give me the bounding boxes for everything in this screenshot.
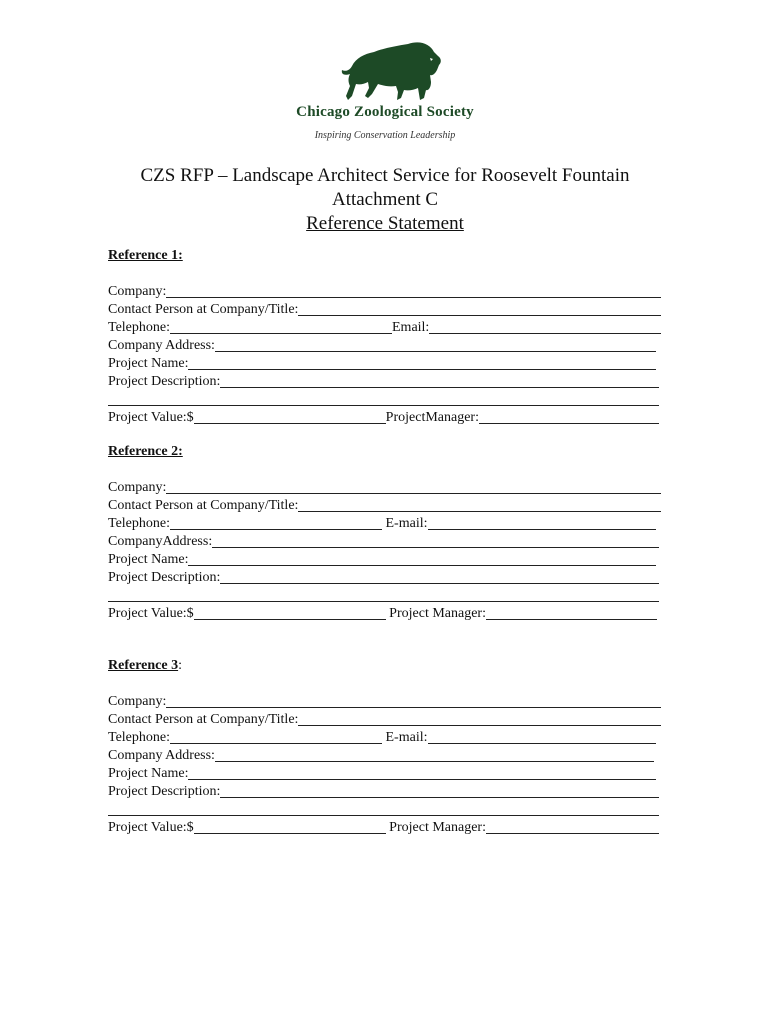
reference-3-description-row bbox=[108, 783, 659, 800]
company-field[interactable] bbox=[166, 480, 661, 494]
email-field[interactable] bbox=[429, 320, 661, 334]
project-name-label: Project Name: bbox=[108, 356, 189, 371]
reference-3-company-row bbox=[108, 693, 661, 710]
reference-1-heading: Reference 1: bbox=[108, 248, 183, 263]
reference-1-description-row bbox=[108, 373, 659, 390]
reference-3-heading-colon: : bbox=[178, 658, 182, 673]
company-label: Company: bbox=[108, 694, 167, 709]
reference-2-project-name-row bbox=[108, 551, 656, 568]
email-label: E-mail: bbox=[385, 730, 428, 745]
reference-statement-title: Reference Statement bbox=[306, 213, 464, 234]
project-manager-field[interactable] bbox=[486, 820, 659, 834]
reference-3-description-line2 bbox=[108, 801, 659, 818]
company-field[interactable] bbox=[166, 284, 661, 298]
reference-2-contact-row bbox=[108, 497, 661, 514]
address-label: Company Address: bbox=[108, 748, 215, 763]
company-label: Company: bbox=[108, 480, 167, 495]
attachment-label: Attachment C bbox=[331, 189, 439, 210]
reference-1-contact-row bbox=[108, 301, 661, 318]
telephone-field[interactable] bbox=[170, 320, 392, 334]
reference-1-telephone-row bbox=[108, 319, 661, 336]
description-label: Project Description: bbox=[108, 784, 221, 799]
company-field[interactable] bbox=[166, 694, 661, 708]
reference-1-description-line2 bbox=[108, 391, 659, 408]
address-label: CompanyAddress: bbox=[108, 534, 213, 549]
contact-field[interactable] bbox=[298, 498, 661, 512]
description-field[interactable] bbox=[220, 570, 659, 584]
org-tagline: Inspiring Conservation Leadership bbox=[314, 130, 456, 141]
project-manager-field[interactable] bbox=[486, 606, 657, 620]
org-name: Chicago Zoological Society bbox=[296, 104, 474, 120]
project-name-field[interactable] bbox=[188, 356, 656, 370]
telephone-field[interactable] bbox=[170, 516, 382, 530]
description-field-line2[interactable] bbox=[108, 802, 659, 816]
project-value-field[interactable] bbox=[194, 606, 386, 620]
email-label: E-mail: bbox=[385, 516, 428, 531]
contact-label: Contact Person at Company/Title: bbox=[108, 712, 299, 727]
reference-1-project-name-row bbox=[108, 355, 656, 372]
telephone-label: Telephone: bbox=[108, 516, 170, 531]
reference-2-heading: Reference 2: bbox=[108, 444, 183, 459]
contact-label: Contact Person at Company/Title: bbox=[108, 498, 299, 513]
project-name-label: Project Name: bbox=[108, 766, 189, 781]
address-field[interactable] bbox=[212, 534, 659, 548]
project-manager-label: Project Manager: bbox=[389, 606, 486, 621]
project-value-label: Project Value:$ bbox=[108, 820, 194, 835]
reference-1-address-row bbox=[108, 337, 656, 354]
address-label: Company Address: bbox=[108, 338, 215, 353]
reference-3-heading bbox=[108, 658, 182, 674]
reference-2-value-row bbox=[108, 605, 657, 622]
project-manager-label: ProjectManager: bbox=[385, 410, 479, 425]
reference-2-address-row bbox=[108, 533, 659, 550]
reference-3-telephone-row bbox=[108, 729, 656, 746]
description-label: Project Description: bbox=[108, 570, 221, 585]
project-value-field[interactable] bbox=[194, 410, 386, 424]
reference-3-project-name-row bbox=[108, 765, 656, 782]
project-manager-label: Project Manager: bbox=[389, 820, 486, 835]
description-label: Project Description: bbox=[108, 374, 221, 389]
telephone-label: Telephone: bbox=[108, 320, 170, 335]
project-name-label: Project Name: bbox=[108, 552, 189, 567]
address-field[interactable] bbox=[215, 748, 654, 762]
reference-1-value-row bbox=[108, 409, 659, 426]
reference-3-contact-row bbox=[108, 711, 661, 728]
document-title: CZS RFP – Landscape Architect Service for Roosevelt Fountain bbox=[140, 165, 630, 186]
description-field-line2[interactable] bbox=[108, 392, 659, 406]
description-field-line2[interactable] bbox=[108, 588, 659, 602]
reference-2-telephone-row bbox=[108, 515, 656, 532]
project-value-field[interactable] bbox=[194, 820, 386, 834]
email-field[interactable] bbox=[428, 516, 657, 530]
project-value-label: Project Value:$ bbox=[108, 606, 194, 621]
reference-2-description-line2 bbox=[108, 587, 659, 604]
project-value-label: Project Value:$ bbox=[108, 410, 194, 425]
description-field[interactable] bbox=[220, 784, 659, 798]
project-name-field[interactable] bbox=[188, 552, 656, 566]
reference-2-description-row bbox=[108, 569, 659, 586]
contact-field[interactable] bbox=[298, 302, 661, 316]
project-name-field[interactable] bbox=[188, 766, 656, 780]
bison-icon bbox=[338, 38, 446, 108]
reference-3-heading-text: Reference 3 bbox=[108, 658, 179, 673]
reference-3-value-row bbox=[108, 819, 659, 836]
reference-1-company-row bbox=[108, 283, 661, 300]
company-label: Company: bbox=[108, 284, 167, 299]
telephone-field[interactable] bbox=[170, 730, 382, 744]
project-manager-field[interactable] bbox=[479, 410, 659, 424]
telephone-label: Telephone: bbox=[108, 730, 170, 745]
reference-2-company-row bbox=[108, 479, 661, 496]
email-field[interactable] bbox=[428, 730, 657, 744]
address-field[interactable] bbox=[215, 338, 656, 352]
reference-3-address-row bbox=[108, 747, 654, 764]
contact-label: Contact Person at Company/Title: bbox=[108, 302, 299, 317]
description-field[interactable] bbox=[220, 374, 659, 388]
contact-field[interactable] bbox=[298, 712, 661, 726]
email-label: Email: bbox=[392, 320, 430, 335]
